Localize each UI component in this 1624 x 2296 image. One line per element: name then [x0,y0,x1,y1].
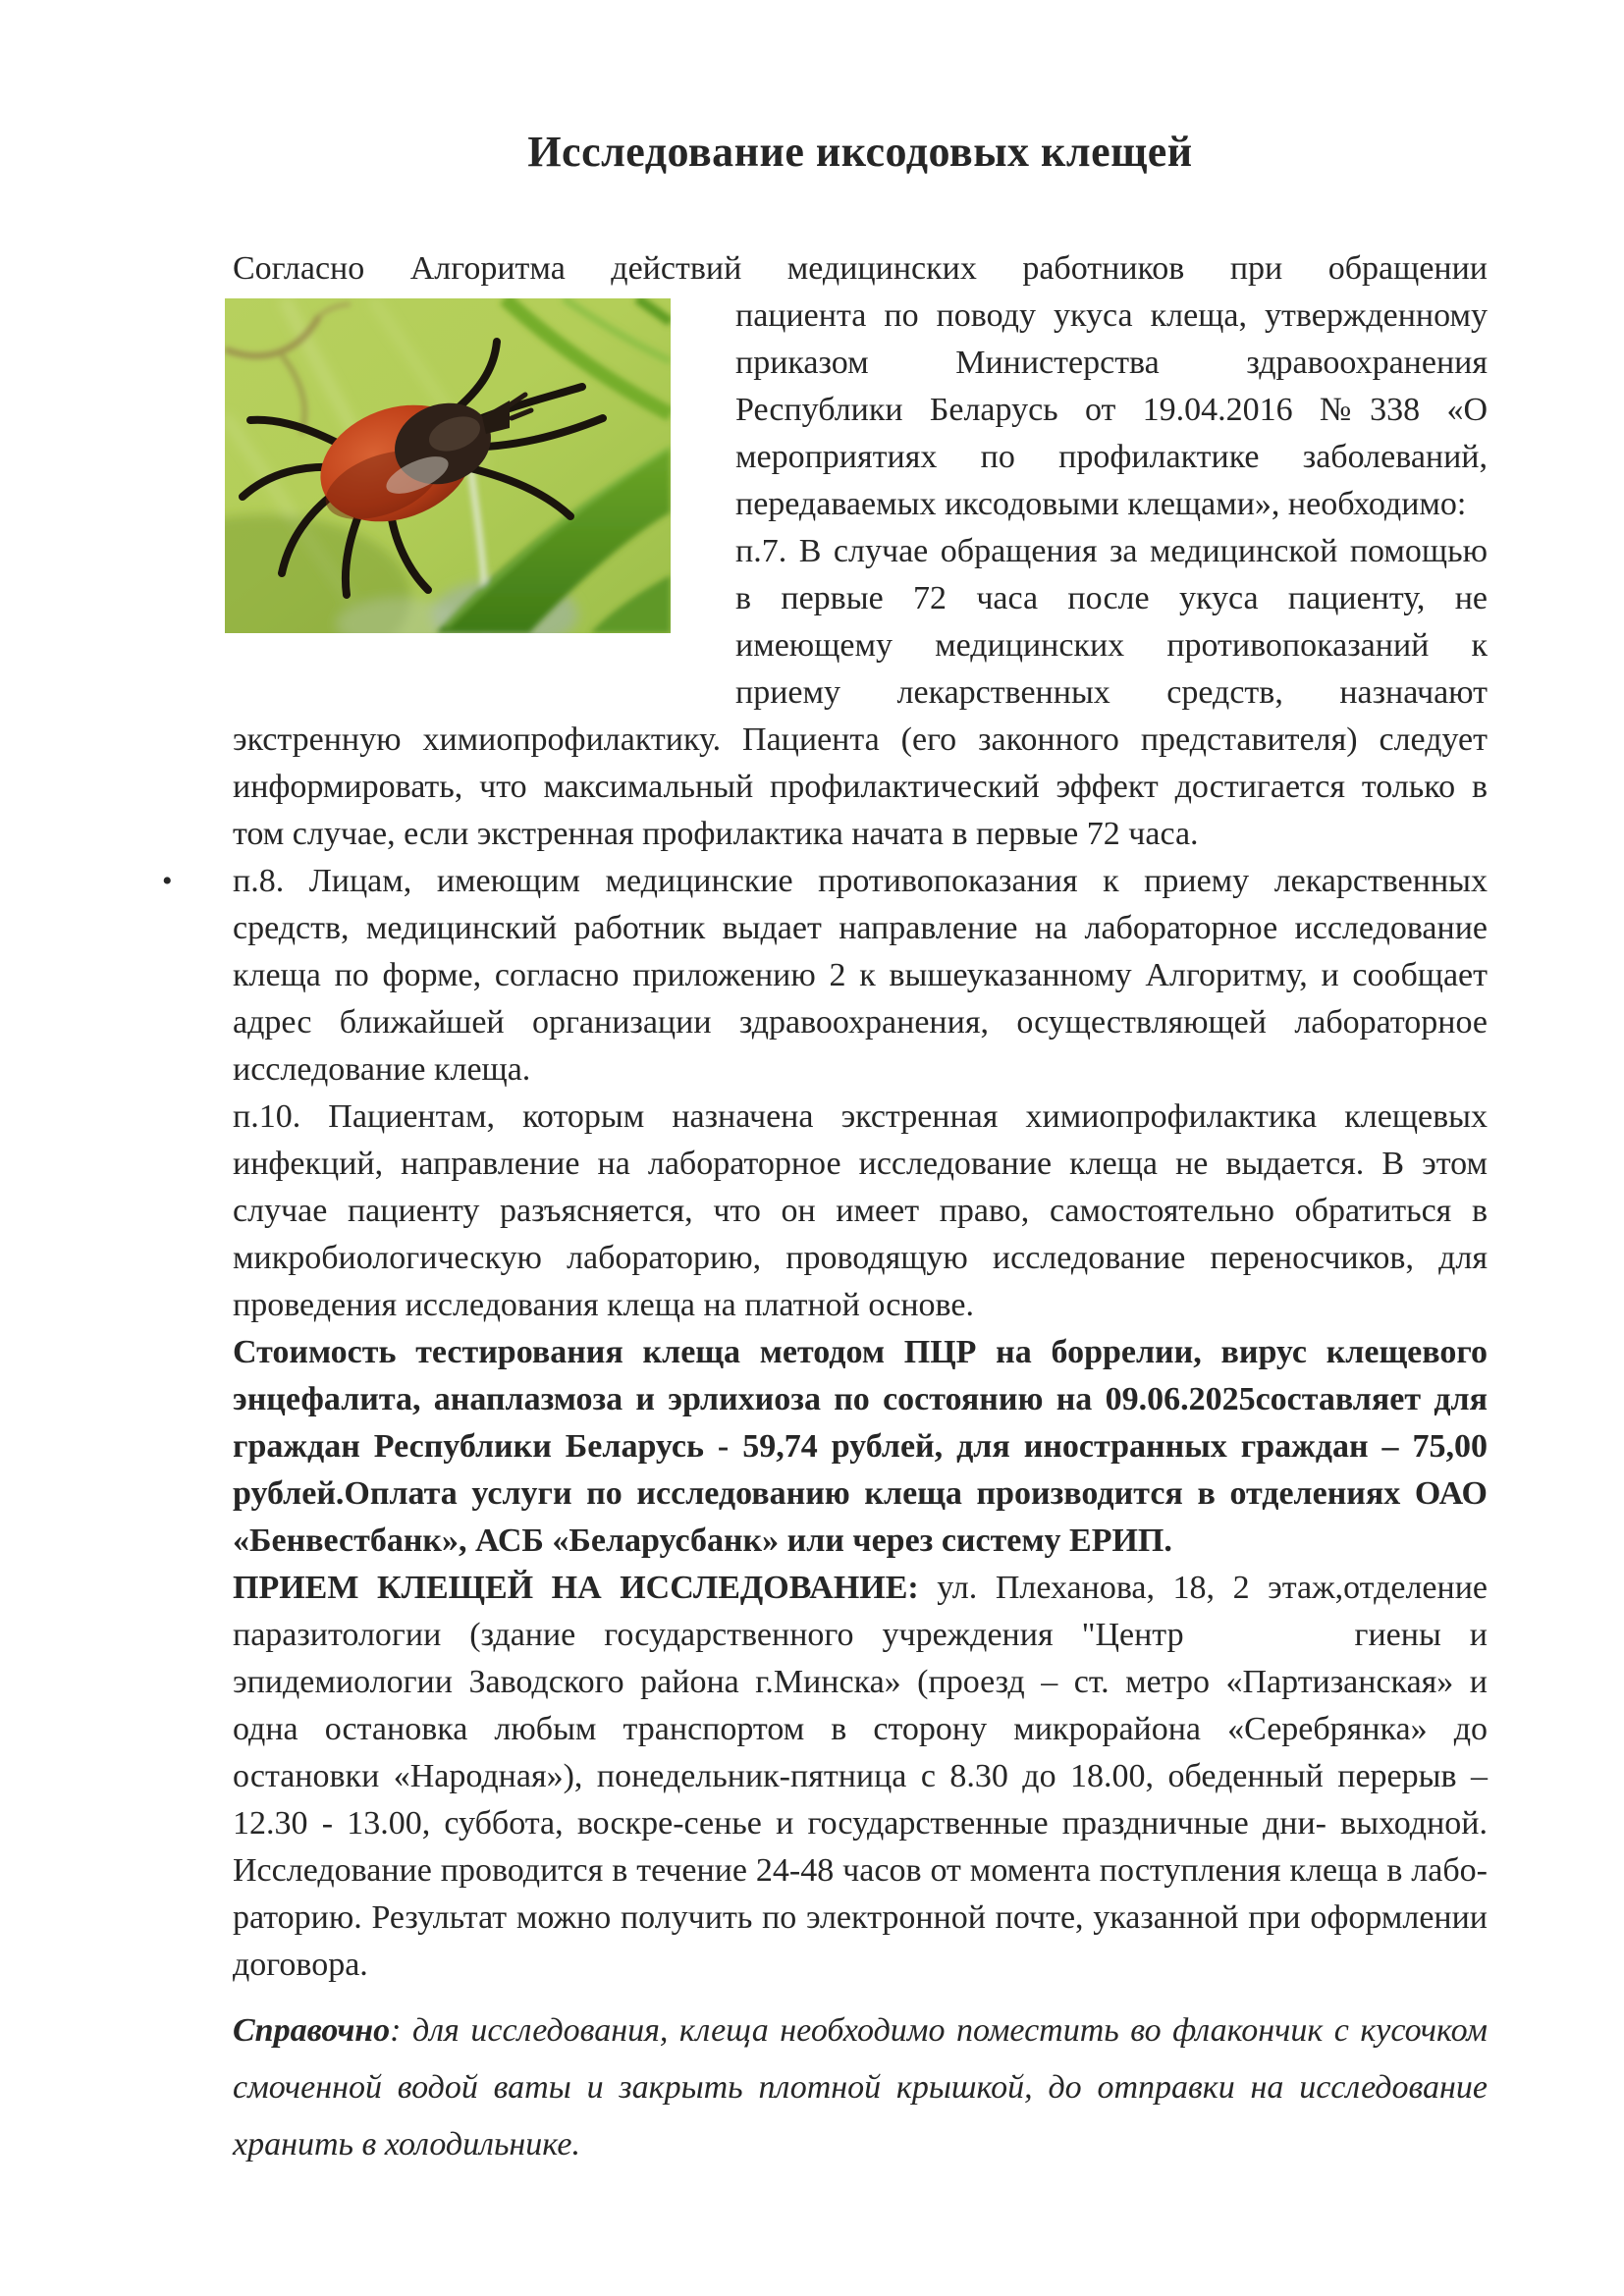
paragraph-cost: Стоимость тестирования клеща методом ПЦР на боррелии, вирус клещевого энцефалита, анаплазмоза и эрлихиоза по состоянию на 09.06.2025составляет для граждан Республики Беларусь - 59,74 рублей, для иностранных граждан – 75,00 рублей.Оплата услуги по исследованию клеща производится в отделениях ОАО «Бенвестбанк», АСБ «Беларусбанк» или через систему ЕРИП. [233,1334,1488,1559]
paragraph-note [233,2002,1488,2173]
note-label: Справочно [233,2012,391,2049]
paragraph-intro-first-line: Согласно Алгоритма действий медицинских работников при обращении [233,250,1488,287]
page-title: Исследование иксодовых клещей [527,128,1193,176]
tick-photo [225,298,671,633]
paragraph-p7: п.7. В случае обращения за медицинской помощью в первые 72 часа после укуса пациенту, не имеющему медицинских противопоказаний к приему лекарственных средств, назначают экстренную химиопрофилактику. Пациента (его законного представителя) следует информировать, что максимальный профилактический эффект достигается только в том случае, если экстренная профилактика начата в первые 72 часа. [233,533,1488,852]
note-text: : для исследования, клеща необходимо поместить во флакончик с кусочком смоченной водой ваты и закрыть плотной крышкой, до отправки на исследование хранить в холодильнике. [233,2012,1488,2163]
document-body [162,245,1488,2173]
document-page [0,128,1624,2296]
tick-photo-image [225,298,671,633]
paragraph-reception [233,1565,1488,1989]
reception-text: ул. Плеханова, 18, 2 этаж,отделение паразитологии (здание государственного учреждения "Центр гиены и эпидемиологии Заводского района г.Минска» (проезд – ст. метро «Партизанская» и одна остановка любым транспортом в сторону микрорайона «Серебрянка» до остановки «Народная»), понедельник-пятница с 8.30 до 18.00, обеденный перерыв – 12.30 - 13.00, суббота, воскре-сенье и государственные праздничные дни- выходной. Исследование проводится в течение 24-48 часов от момента поступления клеща в лабо-раторию. Результат можно получить по электронной почте, указанной при оформлении договора. [233,1570,1488,1983]
paragraph-p10: п.10. Пациентам, которым назначена экстренная химиопрофилактика клещевых инфекций, направление на лабораторное исследование клеща не выдается. В этом случае пациенту разъясняется, что он имеет право, самостоятельно обратиться в микробиологическую лабораторию, проводящую исследование переносчиков, для проведения исследования клеща на платной основе. [233,1098,1488,1323]
paragraph-p8: п.8. Лицам, имеющим медицинские противопоказания к приему лекарственных средств, медицинский работник выдает направление на лабораторное исследование клеща по форме, согласно приложению 2 к вышеуказанному Алгоритму, и сообщает адрес ближайшей организации здравоохранения, осуществляющей лабораторное исследование клеща. [233,863,1488,1088]
list-item-p8 [162,858,1488,1094]
paragraph-intro-rest: пациента по поводу укуса клеща, утвержденному приказом Министерства здравоохранения Республики Беларусь от 19.04.2016 №338 «О мероприятиях по профилактике заболеваний, передаваемых иксодовыми клещами», необходимо: [735,297,1488,522]
bullet-icon: • [162,865,173,897]
reception-label: ПРИЕМ КЛЕЩЕЙ НА ИССЛЕДОВАНИЕ: [233,1570,919,1606]
